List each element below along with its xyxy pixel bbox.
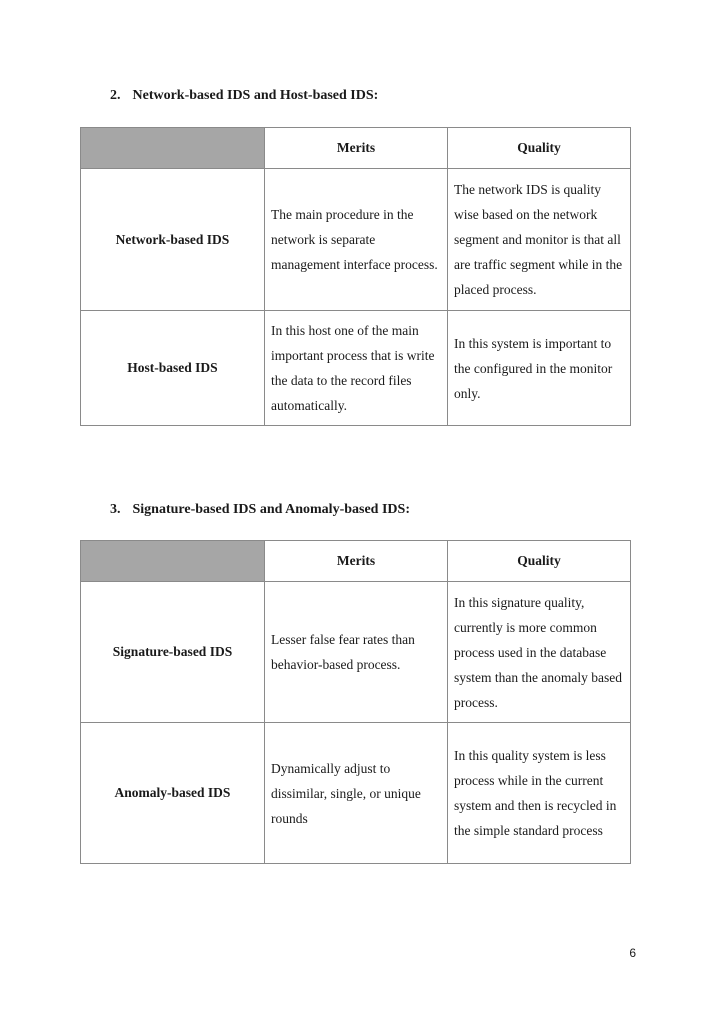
merits-cell: The main procedure in the network is separate management interface process.	[265, 169, 448, 311]
quality-cell: In this signature quality, currently is more common process used in the database system than the anomaly based process.	[448, 582, 631, 723]
table-header-row	[81, 541, 631, 582]
header-merits: Merits	[265, 128, 448, 169]
table-row	[81, 311, 631, 426]
table-row	[81, 723, 631, 864]
header-blank-cell	[81, 541, 265, 582]
section-3-title: Signature-based IDS and Anomaly-based IDS:	[132, 502, 410, 517]
header-blank-cell	[81, 128, 265, 169]
section-3-number: 3.	[110, 502, 121, 517]
merits-cell: Dynamically adjust to dissimilar, single, or unique rounds	[265, 723, 448, 864]
section-3-heading	[110, 502, 410, 518]
header-merits: Merits	[265, 541, 448, 582]
table-row	[81, 169, 631, 311]
row-label-anomaly-ids: Anomaly-based IDS	[81, 723, 265, 864]
header-quality: Quality	[448, 541, 631, 582]
merits-cell: Lesser false fear rates than behavior-based process.	[265, 582, 448, 723]
merits-cell: In this host one of the main important process that is write the data to the record files automatically.	[265, 311, 448, 426]
header-quality: Quality	[448, 128, 631, 169]
row-label-host-ids: Host-based IDS	[81, 311, 265, 426]
table-header-row	[81, 128, 631, 169]
row-label-network-ids: Network-based IDS	[81, 169, 265, 311]
row-label-signature-ids: Signature-based IDS	[81, 582, 265, 723]
network-host-table	[80, 127, 631, 426]
section-2-number: 2.	[110, 88, 121, 103]
page-number: 6	[629, 946, 636, 960]
quality-cell: In this quality system is less process while in the current system and then is recycled in the simple standard process	[448, 723, 631, 864]
section-2-title: Network-based IDS and Host-based IDS:	[132, 88, 379, 103]
quality-cell: In this system is important to the configured in the monitor only.	[448, 311, 631, 426]
signature-anomaly-table	[80, 540, 631, 864]
section-2-heading	[110, 88, 378, 104]
quality-cell: The network IDS is quality wise based on the network segment and monitor is that all are traffic segment while in the placed process.	[448, 169, 631, 311]
table-row	[81, 582, 631, 723]
